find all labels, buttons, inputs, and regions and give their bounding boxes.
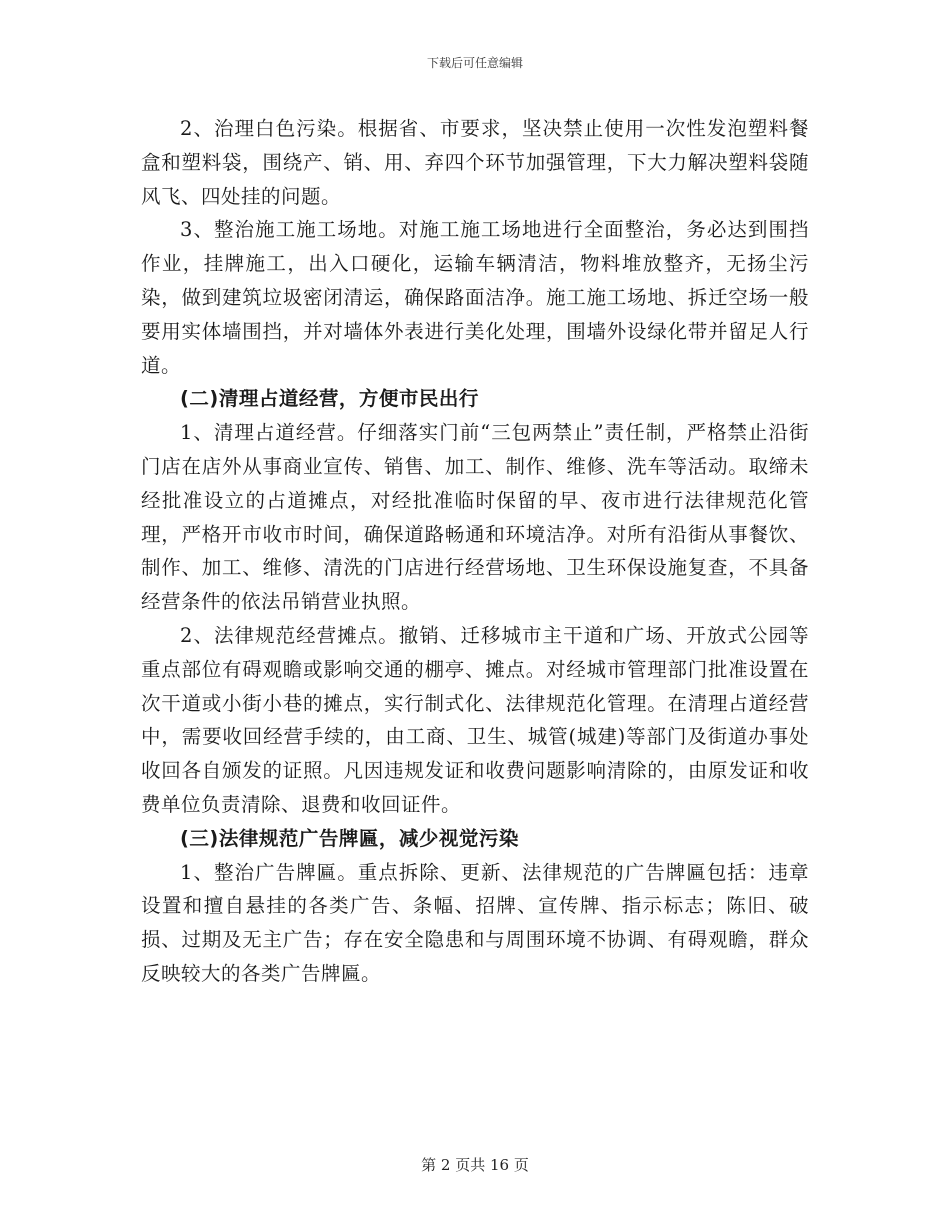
document-body	[141, 112, 809, 991]
section-heading-3: (三)法律规范广告牌匾，减少视觉污染	[180, 826, 519, 850]
paragraph-construction-site: 3、整治施工施工场地。对施工施工场地进行全面整治，务必达到围挡作业，挂牌施工，出入口硬化，运输车辆清洁，物料堆放整齐，无扬尘污染，做到建筑垃圾密闭清运，确保路面洁净。施工施工场地、拆迁空场一般要用实体墙围挡，并对墙体外表进行美化处理，围墙外设绿化带并留足人行道。	[141, 218, 809, 377]
paragraph-billboards: 1、整治广告牌匾。重点拆除、更新、法律规范的广告牌匾包括：违章设置和擅自悬挂的各类广告、条幅、招牌、宣传牌、指示标志；陈旧、破损、过期及无主广告；存在安全隐患和与周围环境不协调、有碍观瞻，群众反映较大的各类广告牌匾。	[141, 860, 809, 985]
paragraph-road-occupation: 1、清理占道经营。仔细落实门前“三包两禁止”责任制，严格禁止沿街门店在店外从事商业宣传、销售、加工、制作、维修、洗车等活动。取缔未经批准设立的占道摊点，对经批准临时保留的早、夜市进行法律规范化管理，严格开市收市时间，确保道路畅通和环境洁净。对所有沿街从事餐饮、制作、加工、维修、清洗的门店进行经营场地、卫生环保设施复查，不具备经营条件的依法吊销营业执照。	[141, 421, 809, 614]
page-header-note: 下载后可任意编辑	[426, 56, 523, 70]
paragraph-vendor-stalls: 2、法律规范经营摊点。撤销、迁移城市主干道和广场、开放式公园等重点部位有碍观瞻或影响交通的棚亭、摊点。对经城市管理部门批准设置在次干道或小街小巷的摊点，实行制式化、法律规范化管理。在清理占道经营中，需要收回经营手续的，由工商、卫生、城管(城建)等部门及街道办事处收回各自颁发的证照。凡因违规发证和收费问题影响清除的，由原发证和收费单位负责清除、退费和收回证件。	[141, 623, 809, 816]
page-number: 第 2 页共 16 页	[421, 1156, 529, 1174]
section-heading-2: (二)清理占道经营，方便市民出行	[180, 387, 479, 411]
paragraph-white-pollution: 2、治理白色污染。根据省、市要求，坚决禁止使用一次性发泡塑料餐盒和塑料袋，围绕产、销、用、弃四个环节加强管理，下大力解决塑料袋随风飞、四处挂的问题。	[141, 117, 809, 208]
